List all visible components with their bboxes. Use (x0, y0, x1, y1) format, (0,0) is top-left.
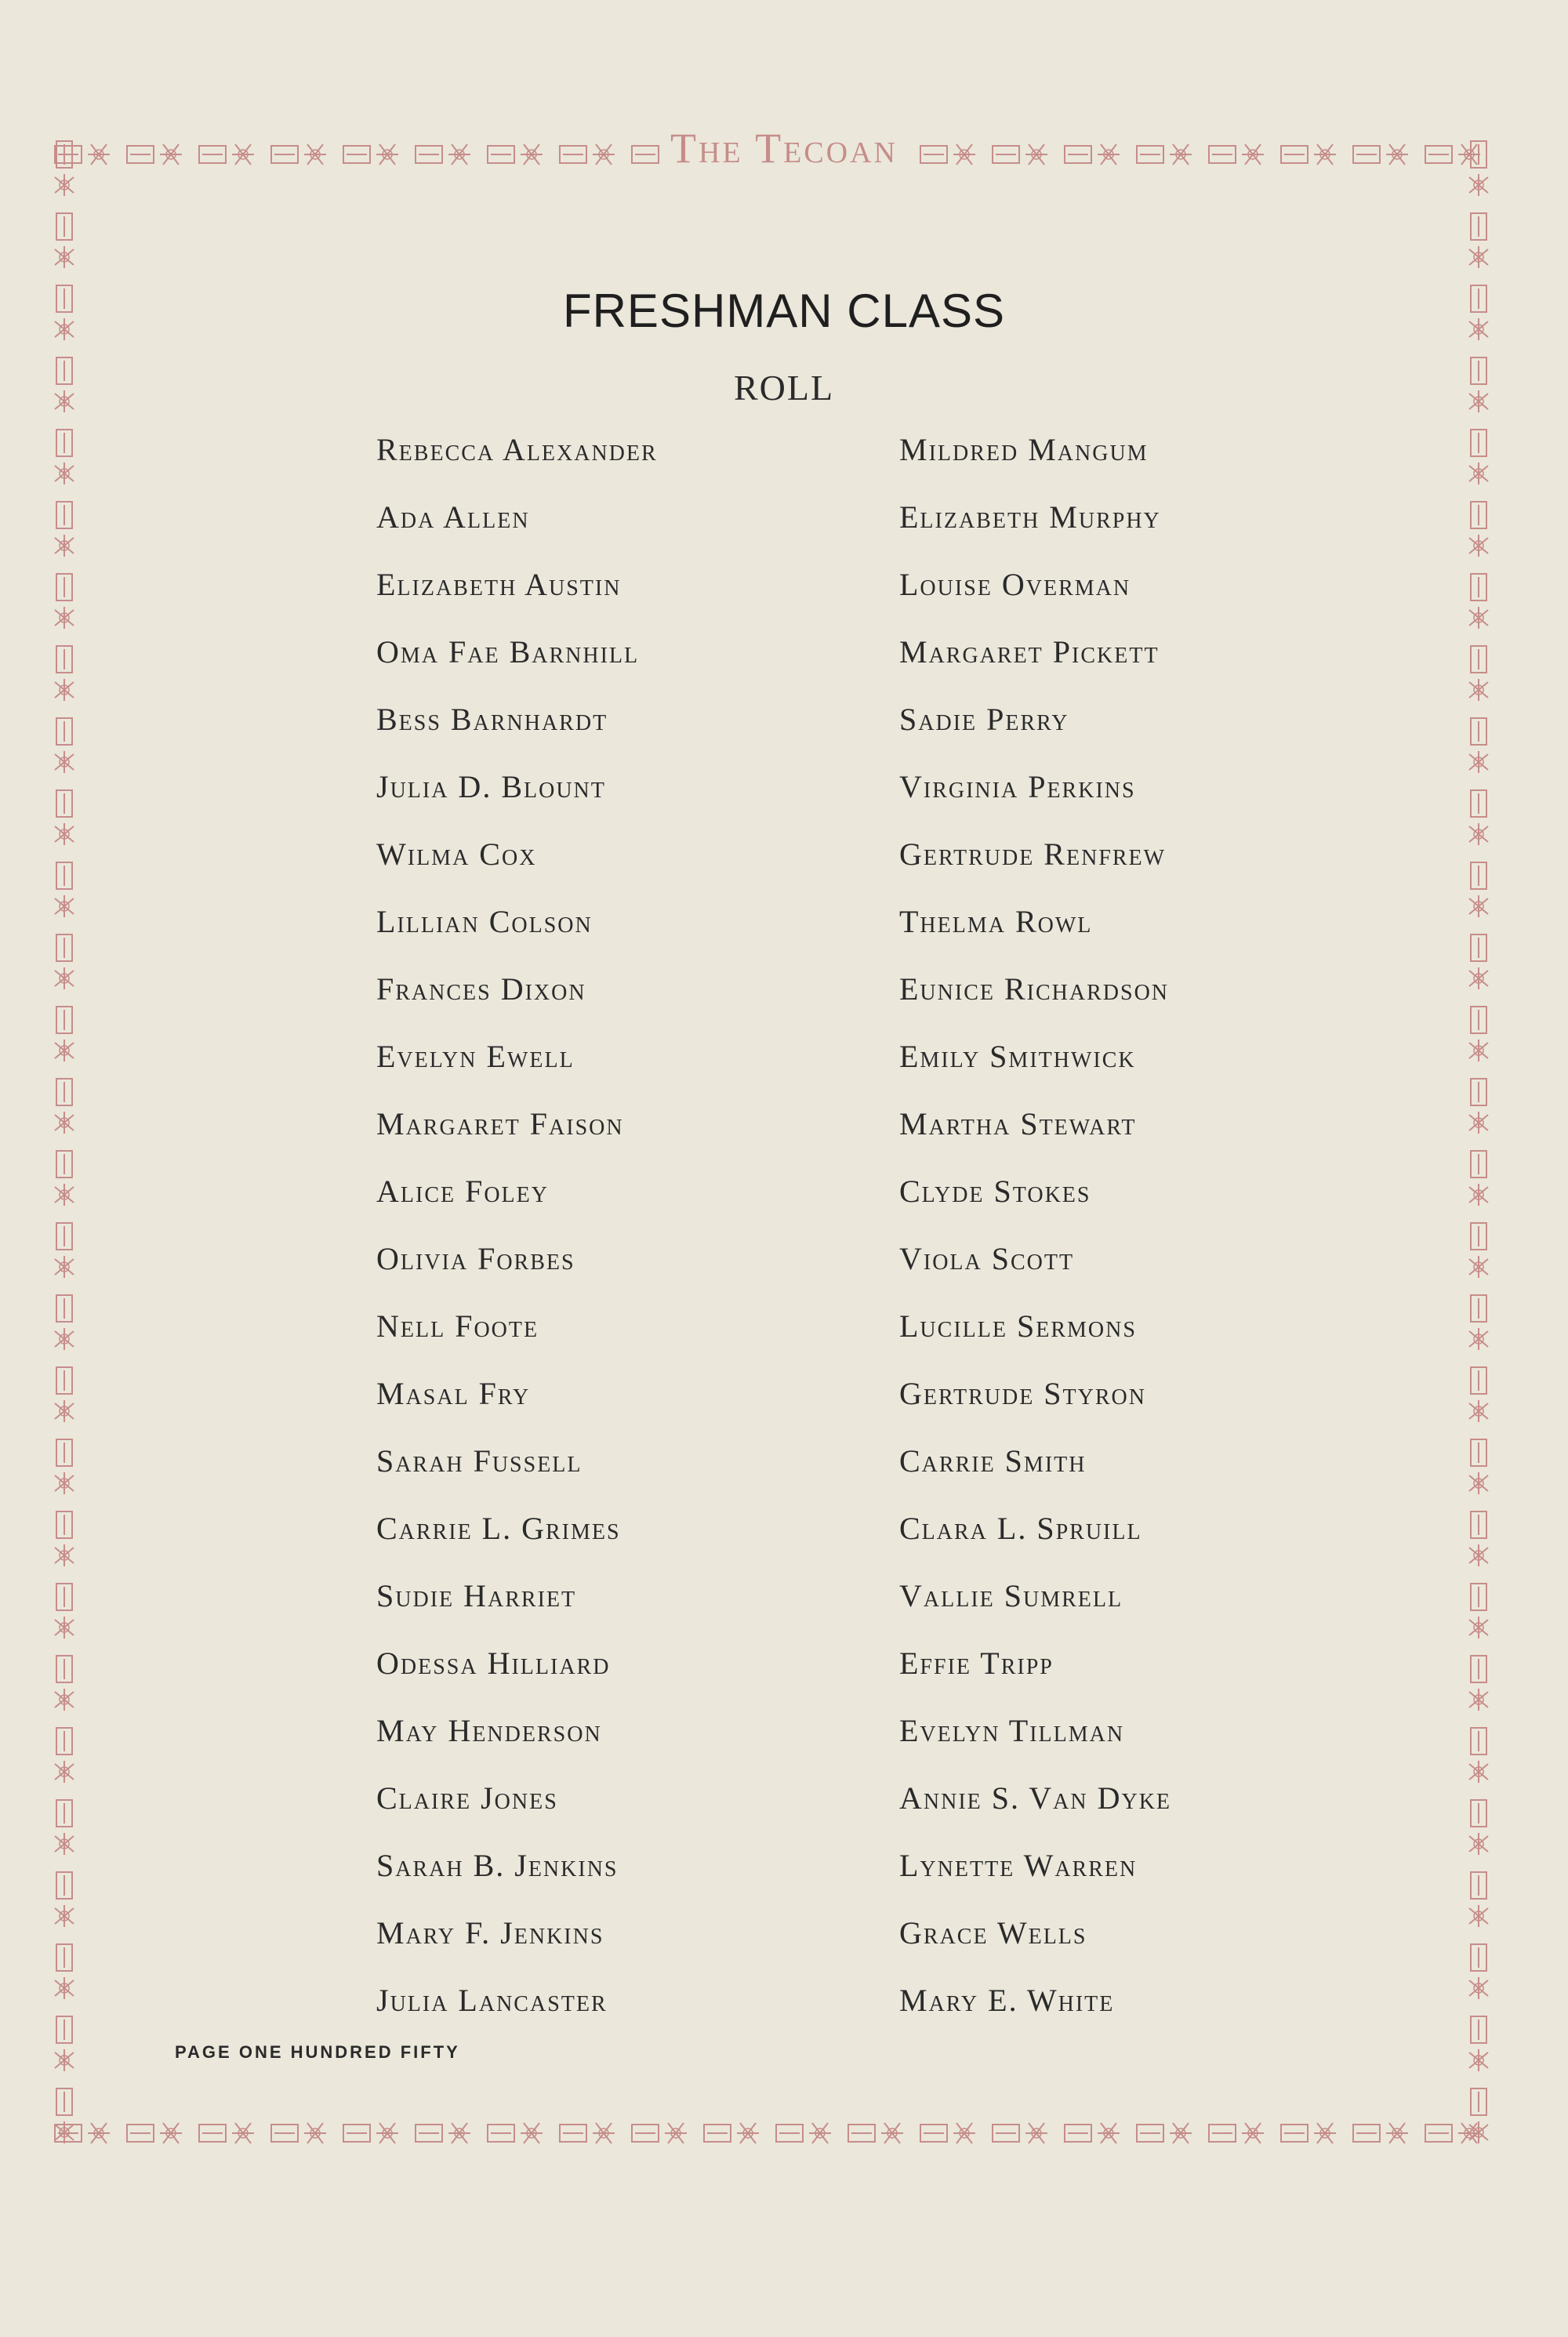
roll-name: Margaret Faison (376, 1106, 624, 1141)
ornamental-border-top (52, 138, 1494, 171)
roll-name: Sarah B. Jenkins (376, 1848, 619, 1883)
roll-name: Odessa Hilliard (376, 1646, 611, 1681)
roll-name: Eunice Richardson (899, 971, 1170, 1007)
roll-name: Gertrude Renfrew (899, 836, 1167, 872)
roll-name: Margaret Pickett (899, 634, 1160, 670)
roll-name: Masal Fry (376, 1376, 531, 1411)
roll-name: Mary E. White (899, 1983, 1115, 2018)
roll-name: Elizabeth Austin (376, 567, 622, 602)
roll-name: Claire Jones (376, 1780, 558, 1816)
roll-name: Annie S. Van Dyke (899, 1780, 1172, 1816)
roll-name: Elizabeth Murphy (899, 499, 1161, 535)
roll-name: Carrie Smith (899, 1443, 1087, 1479)
roll-name: Rebecca Alexander (376, 432, 658, 467)
roll-heading: ROLL (733, 368, 835, 408)
roll-name: Lillian Colson (376, 904, 593, 939)
roll-name: Virginia Perkins (899, 769, 1136, 804)
page-number: PAGE ONE HUNDRED FIFTY (175, 2042, 460, 2062)
roll-name: Clyde Stokes (899, 1174, 1091, 1209)
roll-name: Carrie L. Grimes (376, 1511, 621, 1546)
roll-name: Frances Dixon (376, 971, 586, 1007)
roll-name: Oma Fae Barnhill (376, 634, 640, 670)
roll-name: Vallie Sumrell (899, 1578, 1123, 1613)
ornamental-border-left (49, 138, 80, 2150)
roll-name: Olivia Forbes (376, 1241, 575, 1276)
roll-name: Effie Tripp (899, 1646, 1054, 1681)
roll-name: Evelyn Tillman (899, 1713, 1125, 1748)
roll-name: Evelyn Ewell (376, 1039, 575, 1074)
roll-list-left (376, 426, 658, 2045)
roll-name: May Henderson (376, 1713, 602, 1748)
roll-name: Viola Scott (899, 1241, 1075, 1276)
roll-name: Gertrude Styron (899, 1376, 1146, 1411)
ornamental-border-bottom (52, 2117, 1494, 2150)
roll-name: Ada Allen (376, 499, 530, 535)
running-head-text: The Tecoan (659, 125, 909, 172)
roll-name: Emily Smithwick (899, 1039, 1136, 1074)
roll-name: Clara L. Spruill (899, 1511, 1142, 1546)
roll-name: Lucille Sermons (899, 1308, 1137, 1344)
roll-name: Wilma Cox (376, 836, 537, 872)
roll-name: Bess Barnhardt (376, 702, 608, 737)
page-title: FRESHMAN CLASS (562, 285, 1006, 337)
roll-name: Alice Foley (376, 1174, 549, 1209)
roll-name: Martha Stewart (899, 1106, 1137, 1141)
roll-name: Sarah Fussell (376, 1443, 583, 1479)
ornamental-border-right (1463, 138, 1494, 2150)
roll-name: Julia Lancaster (376, 1983, 608, 2018)
roll-list-right (899, 426, 1171, 2045)
roll-name: Mary F. Jenkins (376, 1915, 604, 1951)
roll-name: Sadie Perry (899, 702, 1069, 737)
roll-name: Nell Foote (376, 1308, 539, 1344)
roll-name: Grace Wells (899, 1915, 1087, 1951)
roll-name: Julia D. Blount (376, 769, 606, 804)
roll-name: Lynette Warren (899, 1848, 1138, 1883)
roll-name: Mildred Mangum (899, 432, 1149, 467)
roll-name: Sudie Harriet (376, 1578, 577, 1613)
roll-name: Louise Overman (899, 567, 1131, 602)
roll-name: Thelma Rowl (899, 904, 1093, 939)
